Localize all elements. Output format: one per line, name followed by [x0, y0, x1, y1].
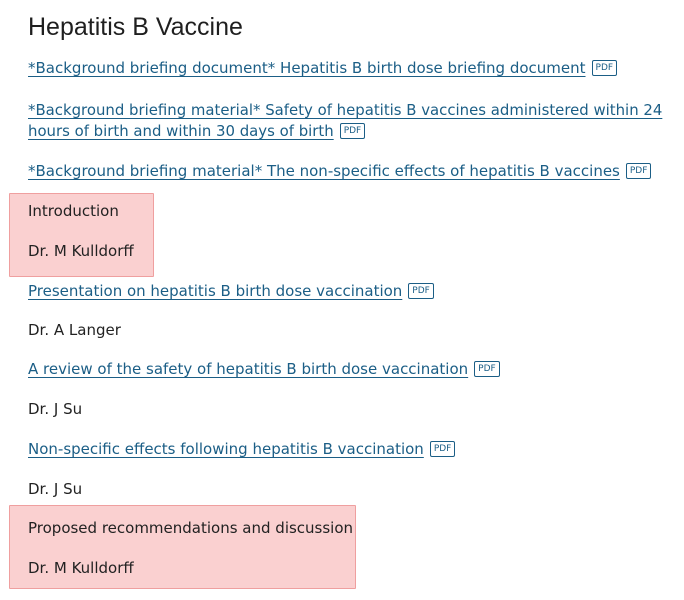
speaker-name: Dr. J Su [28, 400, 83, 418]
list-item [28, 161, 676, 181]
agenda-item-label: Introduction [28, 202, 119, 220]
briefing-document-link[interactable]: *Background briefing document* Hepatitis B birth dose briefing document [28, 59, 586, 77]
list-item [28, 100, 676, 142]
speaker-name: Dr. J Su [28, 480, 83, 498]
pdf-badge[interactable]: PDF [408, 283, 434, 299]
list-item [28, 439, 676, 459]
birth-dose-presentation-link[interactable]: Presentation on hepatitis B birth dose vaccination [28, 282, 403, 300]
pdf-badge[interactable]: PDF [626, 163, 652, 179]
speaker-name: Dr. A Langer [28, 321, 121, 339]
speaker-name: Dr. M Kulldorff [28, 242, 134, 260]
pdf-badge[interactable]: PDF [592, 60, 618, 76]
safety-review-link[interactable]: A review of the safety of hepatitis B birth dose vaccination [28, 360, 469, 378]
non-specific-effects-link[interactable]: Non-specific effects following hepatitis B vaccination [28, 440, 424, 458]
list-item [28, 359, 676, 379]
list-item [28, 281, 676, 301]
safety-briefing-link[interactable]: *Background briefing material* Safety of hepatitis B vaccines administered within 24 hours of birth and within 30 days of birth [28, 101, 663, 140]
pdf-badge[interactable]: PDF [340, 123, 366, 139]
agenda-item-label: Proposed recommendations and discussion [28, 519, 354, 537]
speaker-name: Dr. M Kulldorff [28, 559, 134, 577]
non-specific-effects-briefing-link[interactable]: *Background briefing material* The non-specific effects of hepatitis B vaccines [28, 162, 620, 180]
page-title: Hepatitis B Vaccine [28, 13, 243, 41]
list-item [28, 58, 676, 78]
pdf-badge[interactable]: PDF [430, 441, 456, 457]
pdf-badge[interactable]: PDF [474, 361, 500, 377]
